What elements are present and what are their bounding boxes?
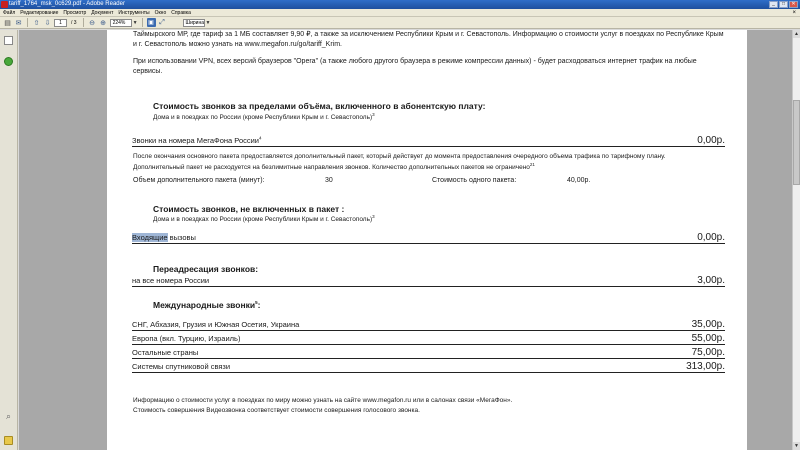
pack-volume-value: 30 <box>325 177 333 184</box>
section-title-redirect: Переадресация звонков: <box>153 264 259 274</box>
menu-edit[interactable]: Редактирование <box>20 10 59 16</box>
scroll-thumb[interactable] <box>793 100 800 185</box>
row-value: 313,00р. <box>686 361 725 372</box>
footer-line-1: Информацию о стоимости услуг в поездках по миру можно узнать на сайте www.megafon.ru или в салонах связи «МегаФон». <box>133 397 513 404</box>
section-title-colon: : <box>257 300 261 310</box>
navigation-pane <box>0 30 18 450</box>
next-page-icon[interactable]: ⇩ <box>44 19 51 27</box>
row-label: СНГ, Абхазия, Грузия и Южная Осетия, Украина <box>132 320 300 329</box>
table-row-redirect <box>132 274 725 287</box>
section-subtitle <box>153 215 375 224</box>
zoom-select[interactable]: 224% <box>110 19 132 27</box>
zoom-in-icon[interactable]: ⊕ <box>100 19 106 27</box>
go-icon[interactable] <box>4 57 13 66</box>
save-icon[interactable]: ▣ <box>148 20 154 26</box>
footnote-mark: 3 <box>372 213 375 219</box>
table-row-intl-other <box>132 346 725 359</box>
scroll-up-icon[interactable]: ▲ <box>794 31 799 37</box>
toolbar-separator <box>83 18 84 27</box>
vertical-scrollbar[interactable] <box>792 30 800 450</box>
footnote-mark: 21 <box>529 161 535 167</box>
table-row-incoming-calls <box>132 231 725 244</box>
table-row-intl-europe <box>132 332 725 345</box>
page-number-input[interactable]: 1 <box>54 19 67 27</box>
row-label-text: Звонки на номера МегаФона России <box>132 136 259 145</box>
row-label-text: вызовы <box>167 233 196 242</box>
row-label <box>132 136 262 145</box>
print-icon[interactable]: ▤ <box>4 19 11 27</box>
row-label: на все номера России <box>132 276 210 285</box>
maximize-button[interactable]: □ <box>779 1 788 8</box>
row-value: 3,00р. <box>697 275 725 286</box>
menu-document[interactable]: Документ <box>91 10 114 16</box>
row-label: Системы спутниковой связи <box>132 362 231 371</box>
menu-bar <box>0 9 800 17</box>
fit-width-select[interactable]: Ширина <box>183 19 205 27</box>
document-close-icon[interactable]: × <box>792 10 796 16</box>
table-row-intl-satellite <box>132 360 725 373</box>
toolbar-separator <box>27 18 28 27</box>
table-row-megafon-calls <box>132 134 725 147</box>
comments-icon[interactable] <box>4 436 13 445</box>
pack-volume-label: Объем дополнительного пакета (минут): <box>133 177 265 184</box>
window-controls <box>769 1 798 8</box>
section-subtitle <box>153 113 375 122</box>
selected-text[interactable]: Входящие <box>132 233 168 242</box>
section-subtitle-text: Дома и в поездках по России (кроме Республики Крым и г. Севастополь) <box>153 114 373 121</box>
extra-package-line-1: После окончания основного пакета предоставляется дополнительный пакет, который действует до момента предоставления очередного объема трафика по тарифному плану. <box>133 153 666 160</box>
vpn-line-2: сервисы. <box>133 68 163 75</box>
section-subtitle-text: Дома и в поездках по России (кроме Республики Крым и г. Севастополь) <box>153 216 373 223</box>
previous-page-icon[interactable]: ⇧ <box>33 19 40 27</box>
row-value: 0,00р. <box>697 232 725 243</box>
section-title-not-included: Стоимость звонков, не включенных в пакет : <box>153 204 345 214</box>
vpn-line-1: При использовании VPN, всех версий браузеров "Opera" (а также любого другого браузера в режиме компрессии данных) - будет расходоваться интернет трафик на любые <box>133 58 697 65</box>
adobe-reader-icon <box>1 1 8 8</box>
intro-line-2: и г. Севастополь можно узнать на www.megafon.ru/go/tariff_Krim. <box>133 41 343 48</box>
row-label: Европа (вкл. Турцию, Израиль) <box>132 334 241 343</box>
minimize-button[interactable]: _ <box>769 1 778 8</box>
window-title: tariff_1764_msk_0c629.pdf - Adobe Reader <box>9 1 125 7</box>
row-value: 0,00р. <box>697 135 725 146</box>
title-bar <box>0 0 800 9</box>
table-row-intl-cis <box>132 318 725 331</box>
extra-package-line-2 <box>133 163 535 172</box>
toolbar-separator <box>142 18 143 27</box>
intro-line-1: Таймырского МР, где тариф за 1 МБ составляет 9,90 ₽, а также за исключением Республики Крым и г. Севастополь. Информацию о стоимости услуг в поездках по Республике Крым <box>133 31 724 38</box>
chevron-down-icon[interactable]: ▼ <box>132 19 138 26</box>
page-total: / 3 <box>71 19 77 26</box>
pack-cost-label: Стоимость одного пакета: <box>432 177 517 184</box>
attachments-icon[interactable]: ⌕ <box>5 411 12 421</box>
pages-panel-icon[interactable] <box>4 36 13 45</box>
row-value: 35,00р. <box>691 319 725 330</box>
zoom-out-icon[interactable]: ⊖ <box>89 19 95 27</box>
footnote-mark: 4 <box>259 135 262 141</box>
section-title-text: Международные звонки <box>153 300 256 310</box>
pack-cost-value: 40,00р. <box>567 177 591 184</box>
footnote-mark: 3 <box>372 111 375 117</box>
fit-page-icon[interactable]: ⤢ <box>159 18 165 26</box>
row-label <box>132 233 196 242</box>
section-title-international <box>153 300 260 311</box>
section-title-outside-package: Стоимость звонков за пределами объёма, включенного в абонентскую плату: <box>153 101 486 111</box>
row-value: 55,00р. <box>691 333 725 344</box>
footer-line-2: Стоимость совершения Видеозвонка соответствует стоимости совершения голосового звонка. <box>133 407 420 414</box>
footnote-mark: 5 <box>255 300 258 306</box>
menu-file[interactable]: Файл <box>3 10 16 16</box>
menu-help[interactable]: Справка <box>171 10 191 16</box>
toolbar <box>0 17 800 29</box>
chevron-down-icon[interactable]: ▼ <box>205 19 211 26</box>
row-value: 75,00р. <box>691 347 725 358</box>
extra-package-text: Дополнительный пакет не расходуется на безлимитные направления звонков. Количество дополнительных пакетов не ограничено <box>133 164 530 171</box>
menu-window[interactable]: Окно <box>154 10 167 16</box>
menu-tools[interactable]: Инструменты <box>118 10 150 16</box>
scroll-down-icon[interactable]: ▼ <box>794 443 799 449</box>
close-button[interactable]: ✕ <box>789 1 798 8</box>
menu-view[interactable]: Просмотр <box>63 10 87 16</box>
email-icon[interactable]: ✉ <box>15 19 22 27</box>
row-label: Остальные страны <box>132 348 199 357</box>
